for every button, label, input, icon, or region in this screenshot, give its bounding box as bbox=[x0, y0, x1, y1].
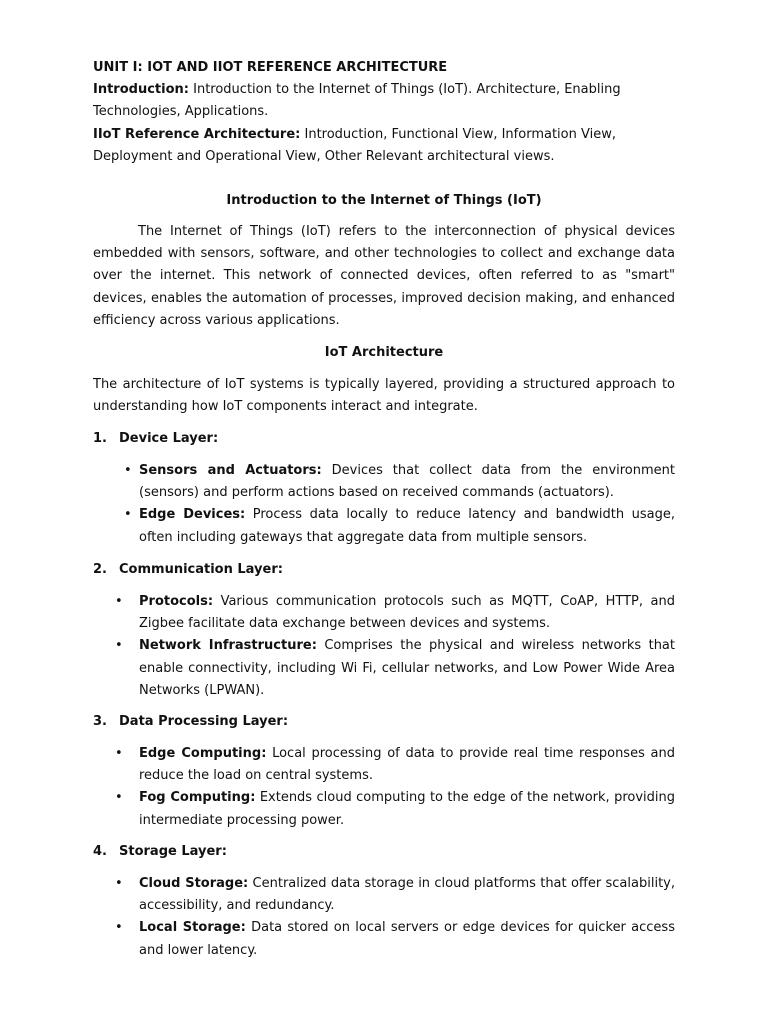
list-item: • Local Storage: Data stored on local servers or edge devices for quicker access and lower latency. bbox=[93, 917, 675, 961]
bullet-icon: • bbox=[124, 463, 132, 478]
bullet-icon: • bbox=[115, 876, 123, 891]
bullet-icon: • bbox=[115, 790, 123, 806]
layer-item-list bbox=[93, 460, 675, 549]
layer-item-list bbox=[93, 873, 675, 962]
layer-heading: 3. Data Processing Layer: bbox=[93, 714, 289, 729]
intro-label: Introduction: bbox=[93, 82, 189, 98]
layer-heading: 4. Storage Layer: bbox=[93, 844, 227, 859]
bullet-icon: • bbox=[124, 507, 132, 523]
list-item: • Network Infrastructure: Comprises the physical and wireless networks that enable connectivity, including Wi Fi, cellular networks, and Low Power Wide Area Networks (LPWAN). bbox=[93, 635, 675, 702]
arch-paragraph: The architecture of IoT systems is typically layered, providing a structured approach to understanding how IoT components interact and integrate. bbox=[93, 377, 675, 415]
bullet-icon: • bbox=[115, 920, 123, 936]
list-item: • Edge Computing: Local processing of data to provide real time responses and reduce the load on central systems. bbox=[93, 743, 675, 787]
intro-paragraph: The Internet of Things (IoT) refers to the interconnection of physical devices embedded with sensors, software, and other technologies to collect and exchange data over the internet. This network of connected devices, often referred to as "smart" devices, enables the automation of processes, improved decision making, and enhanced efficiency across various applications. bbox=[93, 224, 675, 328]
iiot-summary bbox=[93, 124, 683, 168]
list-item: • Sensors and Actuators: Devices that collect data from the environment (sensors) and perform actions based on received commands (actuators). bbox=[93, 460, 675, 504]
arch-section-title: IoT Architecture bbox=[324, 345, 444, 360]
document-header bbox=[93, 57, 683, 168]
layer-item-list bbox=[93, 591, 675, 702]
intro-text: Introduction to the Internet of Things (IoT). Architecture, Enabling Technologies, Applications. bbox=[93, 82, 621, 120]
intro-section-title: Introduction to the Internet of Things (IoT) bbox=[226, 193, 542, 208]
unit-title: UNIT I: IOT AND IIOT REFERENCE ARCHITECTURE bbox=[93, 60, 448, 75]
list-item: • Cloud Storage: Centralized data storage in cloud platforms that offer scalability, accessibility, and redundancy. bbox=[93, 873, 675, 917]
bullet-icon: • bbox=[115, 746, 123, 761]
layer-heading: 1. Device Layer: bbox=[93, 431, 219, 446]
iiot-text: Introduction, Functional View, Information View, Deployment and Operational View, Other Relevant architectural views. bbox=[93, 126, 616, 164]
bullet-icon: • bbox=[115, 594, 123, 609]
list-item: • Edge Devices: Process data locally to reduce latency and bandwidth usage, often including gateways that aggregate data from multiple sensors. bbox=[93, 504, 675, 548]
list-item: • Fog Computing: Extends cloud computing to the edge of the network, providing intermediate processing power. bbox=[93, 787, 675, 831]
layer-heading: 2. Communication Layer: bbox=[93, 562, 283, 577]
iiot-label: IIoT Reference Architecture: bbox=[93, 126, 301, 142]
layer-item-list bbox=[93, 743, 675, 832]
intro-summary bbox=[93, 79, 683, 123]
list-item: • Protocols: Various communication protocols such as MQTT, CoAP, HTTP, and Zigbee facilitate data exchange between devices and systems. bbox=[93, 591, 675, 635]
bullet-icon: • bbox=[115, 638, 123, 654]
